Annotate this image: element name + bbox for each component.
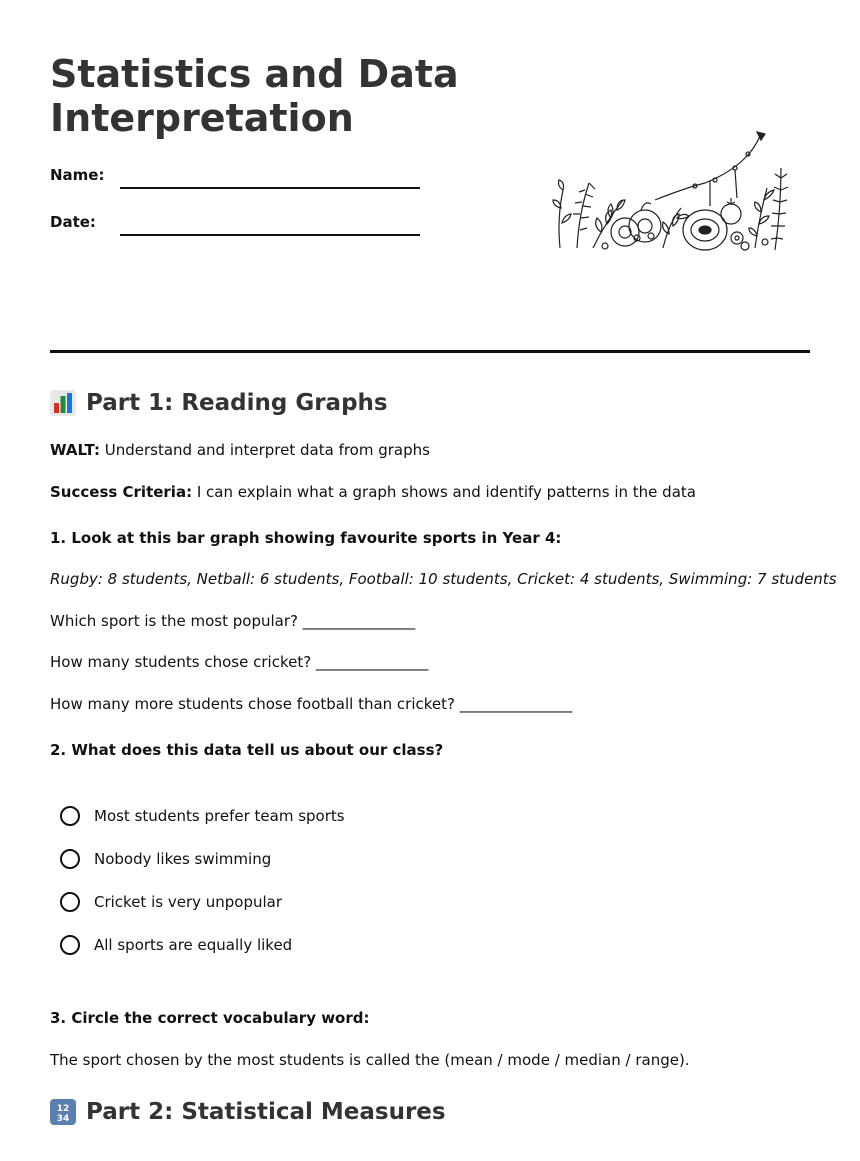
page-title: Statistics and Data Interpretation — [50, 52, 459, 140]
option-label: Cricket is very unpopular — [94, 893, 283, 911]
bar-chart-icon — [50, 390, 76, 416]
date-label: Date: — [50, 213, 96, 231]
walt-line — [50, 441, 430, 459]
walt-text: Understand and interpret data from graphs — [104, 441, 430, 459]
part1-heading — [50, 390, 388, 416]
numbers-1234-icon — [50, 1099, 76, 1125]
name-field[interactable] — [120, 187, 420, 189]
question-1a: Which sport is the most popular? _______________ — [50, 612, 416, 630]
part1-heading-text: Part 1: Reading Graphs — [86, 390, 388, 416]
question-1b: How many students chose cricket? _______________ — [50, 653, 429, 671]
radio-circle-icon[interactable] — [60, 806, 80, 826]
option-label: All sports are equally liked — [94, 936, 293, 954]
svg-text:34: 34 — [56, 1114, 70, 1124]
success-criteria-text: I can explain what a graph shows and identify patterns in the data — [196, 483, 696, 501]
question-1c: How many more students chose football than cricket? _______________ — [50, 695, 573, 713]
radio-circle-icon[interactable] — [60, 892, 80, 912]
fruit-plants-illustration-icon — [545, 128, 795, 253]
success-criteria-line — [50, 483, 696, 501]
svg-text:12: 12 — [56, 1104, 70, 1114]
option-radio[interactable] — [60, 849, 271, 869]
option-radio[interactable] — [60, 806, 345, 826]
question-3-text: The sport chosen by the most students is called the (mean / mode / median / range). — [50, 1051, 690, 1069]
option-radio[interactable] — [60, 935, 292, 955]
walt-label: WALT: — [50, 441, 100, 459]
question-3: 3. Circle the correct vocabulary word: — [50, 1009, 370, 1027]
radio-circle-icon[interactable] — [60, 935, 80, 955]
part2-heading — [50, 1099, 446, 1125]
option-radio[interactable] — [60, 892, 282, 912]
section-divider — [50, 350, 810, 353]
option-label: Most students prefer team sports — [94, 807, 345, 825]
question-2: 2. What does this data tell us about our class? — [50, 741, 444, 759]
success-criteria-label: Success Criteria: — [50, 483, 193, 501]
option-label: Nobody likes swimming — [94, 850, 272, 868]
question-1-data: Rugby: 8 students, Netball: 6 students, Football: 10 students, Cricket: 4 students, Swimming: 7 students — [50, 570, 837, 588]
part2-heading-text: Part 2: Statistical Measures — [86, 1099, 446, 1125]
name-label: Name: — [50, 166, 105, 184]
question-1: 1. Look at this bar graph showing favourite sports in Year 4: — [50, 529, 562, 547]
radio-circle-icon[interactable] — [60, 849, 80, 869]
date-field[interactable] — [120, 234, 420, 236]
